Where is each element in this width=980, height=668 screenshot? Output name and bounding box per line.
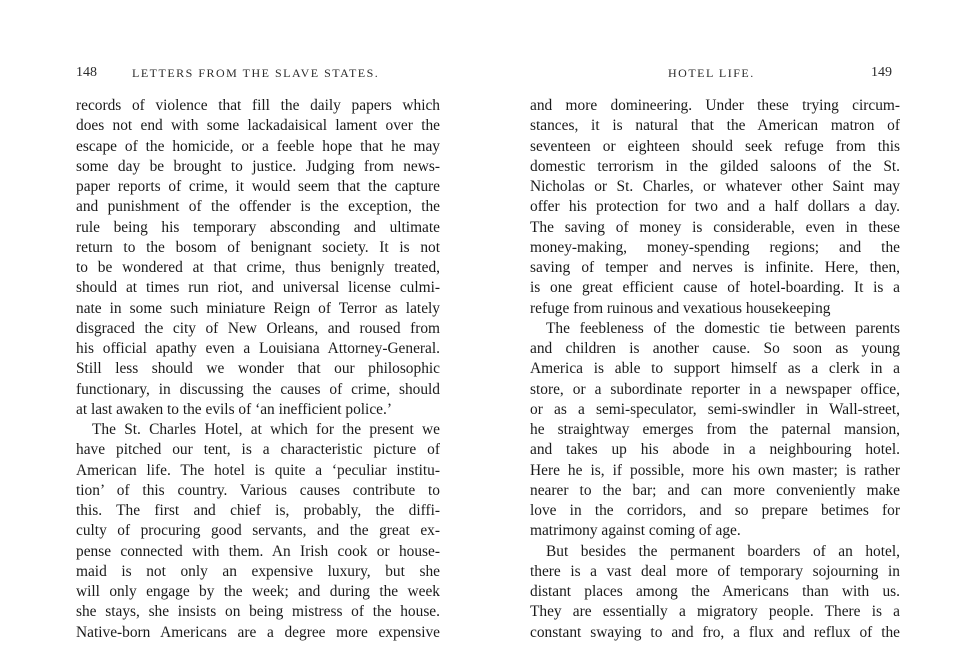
- text-line: his official apathy even a Louisiana Attorney-General.: [76, 340, 440, 357]
- right-body-text: [530, 96, 900, 643]
- text-line: to be wondered at that crime, thus benignly treated,: [76, 259, 440, 276]
- paragraph-start-line: The feebleness of the domestic tie between parents: [546, 319, 900, 337]
- text-line: some day be brought to justice. Judging from news-: [76, 157, 440, 175]
- text-line: paper reports of crime, it would seem that the capture: [76, 178, 440, 195]
- text-line: constant swaying to and fro, a flux and reflux of the: [530, 623, 900, 641]
- text-line: stances, it is natural that the American matron of: [530, 117, 900, 135]
- text-line: does not end with some lackadaisical lament over the: [76, 117, 440, 135]
- text-line: will only engage by the week; and during the week: [76, 583, 440, 600]
- paragraph-start-line: But besides the permanent boarders of an hotel,: [546, 542, 900, 560]
- text-line: and more domineering. Under these trying circum-: [530, 97, 900, 114]
- text-line: offer his protection for two and a half dollars a day.: [530, 198, 900, 216]
- text-line: tion’ of this country. Various causes contribute to: [76, 481, 440, 499]
- text-line: escape of the homicide, or a feeble hope that he may: [76, 137, 440, 155]
- text-line: she stays, she insists on being mistress of the house.: [76, 603, 440, 621]
- text-line: should at times run riot, and universal license culmi-: [76, 279, 440, 297]
- text-line: return to the bosom of benignant society. It is not: [76, 238, 440, 256]
- paragraph-start-line: The St. Charles Hotel, at which for the present we: [92, 421, 440, 438]
- text-line: functionary, in discussing the causes of crime, should: [76, 380, 440, 398]
- text-line: rule being his temporary absconding and ultimate: [76, 218, 440, 236]
- right-page: [490, 0, 980, 668]
- text-line: refuge from ruinous and vexatious housekeeping: [530, 299, 831, 317]
- text-line: is one great efficient cause of hotel-boarding. It is a: [530, 279, 900, 297]
- text-line: pense connected with them. An Irish cook or house-: [76, 542, 440, 560]
- text-line: disgraced the city of New Orleans, and roused from: [76, 319, 440, 337]
- left-running-head: LETTERS FROM THE SLAVE STATES.: [132, 66, 380, 80]
- text-line: Nicholas or St. Charles, or whatever other Saint may: [530, 178, 900, 195]
- text-line: saving of temper and nerves is infinite. Here, then,: [530, 259, 900, 276]
- text-line: this. The first and chief is, probably, the diffi-: [76, 502, 440, 519]
- text-line: nearer to the bar; and can more conveniently make: [530, 481, 900, 499]
- text-line: or as a semi-speculator, semi-swindler in Wall-street,: [530, 400, 900, 418]
- text-line: records of violence that fill the daily papers which: [76, 97, 440, 114]
- right-page-number: 149: [871, 65, 892, 80]
- text-line: seventeen or eighteen should seek refuge from this: [530, 137, 900, 155]
- text-line: money-making, money-spending regions; and the: [530, 238, 900, 256]
- left-page-number: 148: [76, 65, 97, 80]
- text-line: there is a vast deal more of temporary sojourning in: [530, 562, 900, 580]
- text-line: The saving of money is considerable, even in these: [530, 218, 900, 236]
- right-running-head: HOTEL LIFE.: [668, 66, 755, 80]
- text-line: have pitched our tent, is a characteristic picture of: [76, 441, 440, 459]
- text-line: Here he is, if possible, more his own master; is rather: [530, 461, 900, 479]
- text-line: They are essentially a migratory people. There is a: [530, 603, 900, 621]
- text-line: love in the corridors, and so prepare betimes for: [530, 502, 900, 519]
- text-line: store, or a subordinate reporter in a newspaper office,: [530, 380, 900, 398]
- text-line: nate in some such miniature Reign of Terror as lately: [76, 299, 440, 317]
- text-line: at last awaken to the evils of ‘an inefficient police.’: [76, 400, 392, 418]
- text-line: maid is not only an expensive luxury, but she: [76, 562, 440, 580]
- text-line: culty of procuring good servants, and the great ex-: [76, 522, 440, 540]
- left-body-text: [76, 96, 440, 643]
- text-line: Native-born Americans are a degree more expensive: [76, 623, 440, 641]
- text-line: distant places among the Americans than with us.: [530, 583, 900, 600]
- text-line: Still less should we wonder that our philosophic: [76, 360, 440, 378]
- text-line: domestic terrorism in the gilded saloons of the St.: [530, 157, 900, 175]
- text-line: he straightway emerges from the paternal mansion,: [530, 421, 900, 438]
- text-line: American life. The hotel is quite a ‘peculiar institu-: [76, 461, 440, 479]
- text-line: and takes up his abode in a neighbouring hotel.: [530, 441, 900, 459]
- text-line: America is able to support himself as a clerk in a: [530, 360, 900, 378]
- text-line: matrimony against coming of age.: [530, 522, 741, 540]
- text-line: and children is another cause. So soon as young: [530, 340, 900, 357]
- text-line: and punishment of the offender is the exception, the: [76, 198, 440, 216]
